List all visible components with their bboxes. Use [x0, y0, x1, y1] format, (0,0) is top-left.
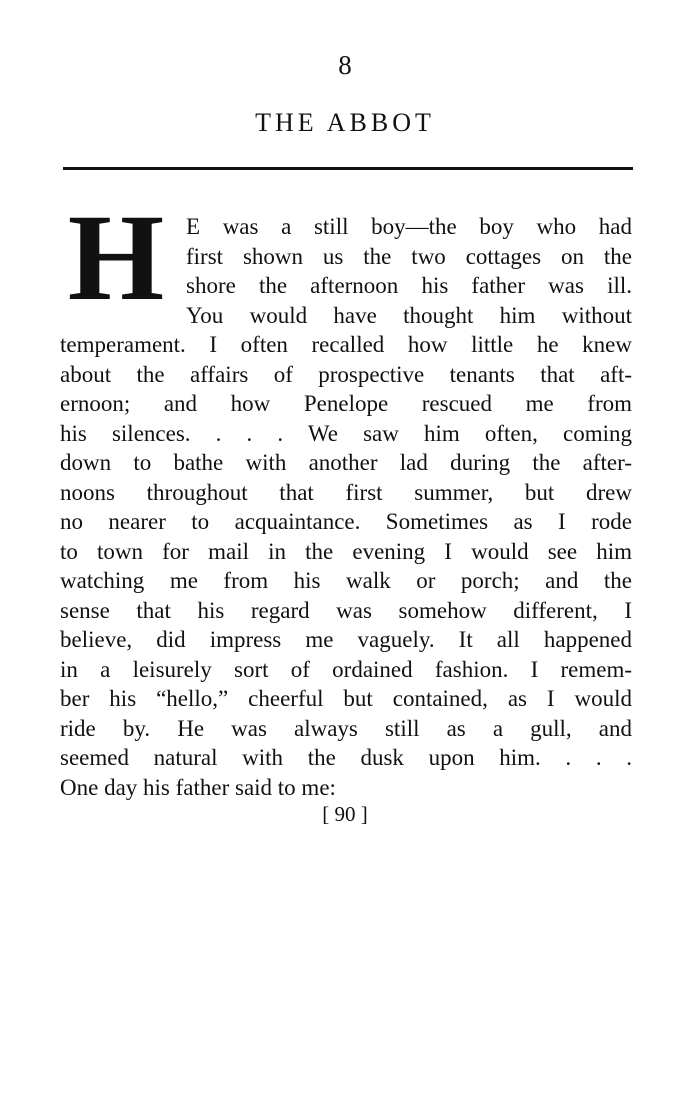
- text-line: temperament. I often recalled how little he knew: [60, 332, 632, 357]
- body-text: [60, 212, 632, 802]
- chapter-number: 8: [338, 50, 352, 80]
- text-line: no nearer to acquaintance. Sometimes as I rode: [60, 509, 632, 534]
- text-line: believe, did impress me vaguely. It all happened: [60, 627, 632, 652]
- text-line: sense that his regard was somehow different, I: [60, 597, 632, 623]
- page-number: [ 90 ]: [322, 802, 368, 826]
- text-line: about the affairs of prospective tenants that aft-: [60, 361, 632, 387]
- text-line: ride by. He was always still as a gull, and: [60, 715, 632, 741]
- title-rule: [63, 167, 633, 170]
- text-line: shore the afternoon his father was ill.: [186, 273, 632, 298]
- text-line: first shown us the two cottages on the: [186, 243, 632, 269]
- text-line: ber his “hello,” cheerful but contained, as I would: [60, 686, 632, 711]
- drop-cap: H: [67, 189, 165, 326]
- text-line: You would have thought him without: [186, 302, 632, 328]
- text-line: seemed natural with the dusk upon him. . . .: [60, 745, 632, 770]
- text-line: to town for mail in the evening I would see him: [60, 538, 632, 564]
- text-line: watching me from his walk or porch; and the: [60, 568, 632, 593]
- text-line: down to bathe with another lad during the after-: [60, 450, 632, 475]
- text-line: ernoon; and how Penelope rescued me from: [60, 391, 632, 416]
- text-line: his silences. . . . We saw him often, coming: [60, 420, 632, 446]
- chapter-title: THE ABBOT: [255, 108, 435, 137]
- text-line: in a leisurely sort of ordained fashion. I remem-: [60, 656, 632, 682]
- text-line: noons throughout that first summer, but drew: [60, 479, 632, 505]
- text-line: E was a still boy—the boy who had: [186, 214, 632, 239]
- text-line: One day his father said to me:: [60, 774, 336, 800]
